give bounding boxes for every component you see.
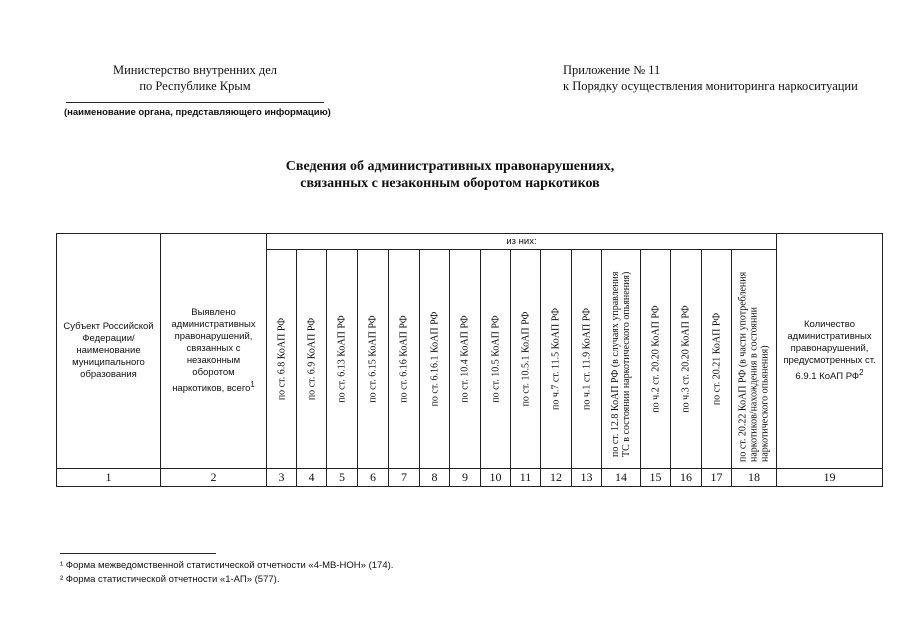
column-number: 5 — [327, 469, 358, 487]
organization-name-line2: по Республике Крым — [139, 79, 251, 93]
subheader-cell — [267, 250, 297, 469]
column-number: 16 — [671, 469, 702, 487]
subheader-text: по ст. 6.13 КоАП РФ — [336, 315, 348, 403]
title-line2: связанных с незаконным оборотом наркотиков — [300, 176, 600, 191]
subheader-text: по ст. 10.4 КоАП РФ — [459, 315, 471, 403]
organization-caption: (наименование органа, представляющего информацию) — [64, 107, 331, 118]
subheader-text: по ст. 10.5.1 КоАП РФ — [520, 311, 531, 407]
subheader-cell — [511, 250, 541, 469]
subheader-cell — [541, 250, 572, 469]
column-number: 3 — [267, 469, 297, 487]
column-number: 10 — [481, 469, 511, 487]
header-total — [161, 234, 267, 469]
header-count-text: Количество административных правонарушений, предусмотренных ст. 6.9.1 КоАП РФ — [783, 318, 876, 383]
appendix-number: Приложение № 11 — [563, 63, 661, 77]
column-number: 11 — [511, 469, 541, 487]
subheader-text: по ст. 6.8 КоАП РФ — [276, 317, 287, 401]
column-number: 18 — [732, 469, 777, 487]
column-number: 2 — [161, 469, 267, 487]
organization-underline — [66, 102, 324, 103]
appendix-note — [563, 62, 858, 94]
subheader-text: по ч.1 ст. 11.9 КоАП РФ — [581, 308, 592, 410]
subheader-text: по ч.3 ст. 20.20 КоАП РФ — [680, 305, 692, 413]
footnote-ref-1: 1 — [250, 379, 255, 389]
column-number: 4 — [297, 469, 327, 487]
column-number: 9 — [450, 469, 481, 487]
subheader-cell — [358, 250, 389, 469]
footnote-ref-2: 2 — [859, 367, 864, 377]
subheader-text: по ст. 12.8 КоАП РФ (в случаях управления ТС в состоянии наркотического опьянения) — [610, 271, 632, 457]
header-subject-text: Субъект Российской Федерации/ наименование муниципального образования — [63, 321, 154, 380]
column-number: 1 — [57, 469, 161, 487]
header-total-text: Выявлено административных правонарушений, связанных с незаконным оборотом наркотиков, всего — [171, 306, 256, 395]
subheader-cell — [389, 250, 420, 469]
subheader-cell — [602, 250, 641, 469]
subheader-cell — [732, 250, 777, 469]
column-number: 14 — [602, 469, 641, 487]
column-number: 6 — [358, 469, 389, 487]
column-number: 12 — [541, 469, 572, 487]
subheader-text: по ч.2 ст. 20.20 КоАП РФ — [650, 305, 661, 413]
subheader-text: по ст. 6.9 КоАП РФ — [306, 317, 317, 401]
subheader-cell — [450, 250, 481, 469]
footnote-separator — [60, 553, 216, 554]
document-title — [200, 158, 700, 192]
title-line1: Сведения об административных правонарушениях, — [285, 159, 615, 174]
report-table — [56, 233, 883, 487]
header-of-which — [267, 234, 777, 250]
column-number: 17 — [702, 469, 732, 487]
column-number: 8 — [420, 469, 450, 487]
subheader-cell — [481, 250, 511, 469]
subheader-cell — [572, 250, 602, 469]
subheader-text: по ст. 20.21 КоАП РФ — [711, 312, 722, 406]
subheader-text: по ч.7 ст. 11.5 КоАП РФ — [550, 308, 562, 410]
footnote-2: ² Форма статистической отчетности «1-АП» (577). — [60, 574, 280, 585]
subheader-text: по ст. 20.22 КоАП РФ (в части употребления наркотиков/нахождения в состоянии наркотического опьянения) — [737, 271, 771, 462]
column-number: 15 — [641, 469, 671, 487]
header-subject — [57, 234, 161, 469]
subheader-cell — [297, 250, 327, 469]
organization-name-line1: Министерство внутренних дел — [112, 63, 278, 77]
header-of-which-text: из них: — [506, 235, 537, 247]
subheader-text: по ст. 6.15 КоАП РФ — [367, 315, 379, 403]
subheader-cell — [327, 250, 358, 469]
subheader-text: по ст. 6.16 КоАП РФ — [398, 315, 410, 403]
column-number: 19 — [777, 469, 883, 487]
column-number: 13 — [572, 469, 602, 487]
subheader-cell — [420, 250, 450, 469]
header-count-6-9-1 — [777, 234, 883, 469]
column-number: 7 — [389, 469, 420, 487]
subheader-text: по ст. 10.5 КоАП РФ — [490, 315, 501, 403]
footnote-1: ¹ Форма межведомственной статистической отчетности «4-МВ-НОН» (174). — [60, 560, 394, 571]
subheader-cell — [702, 250, 732, 469]
subheader-text: по ст. 6.16.1 КоАП РФ — [429, 311, 440, 407]
subheader-cell — [641, 250, 671, 469]
organization-name — [60, 62, 330, 94]
subheader-cell — [671, 250, 702, 469]
appendix-reference: к Порядку осуществления мониторинга наркоситуации — [563, 79, 858, 93]
